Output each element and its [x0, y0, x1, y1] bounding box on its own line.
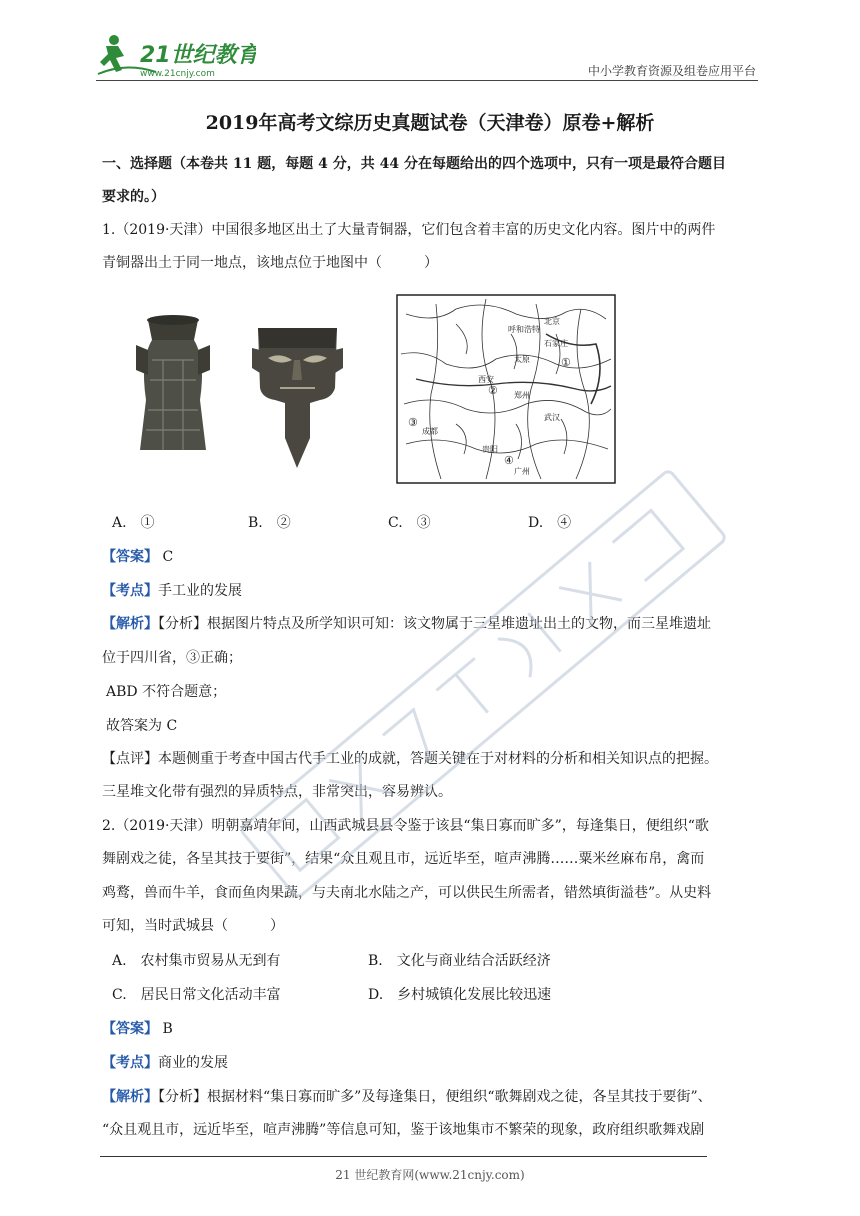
- bronze-vessel-image: [118, 300, 228, 470]
- bronze-mask-image: [250, 318, 345, 473]
- q1-comment-line2: 三星堆文化带有强烈的异质特点，非常突出，容易辨认。: [102, 784, 452, 800]
- point-tag: 【考点】: [102, 1055, 158, 1071]
- q1-stem-line2: 青铜器出土于同一地点，该地点位于地图中（ ）: [102, 255, 438, 271]
- runner-logo-icon: [96, 32, 256, 82]
- q1-analysis-line1: 【分析】根据图片特点及所学知识可知：该文物属于三星堆遗址出土的文物，而三星堆遗址: [158, 616, 711, 632]
- q2-option-b[interactable]: B. 文化与商业结合活跃经济: [368, 953, 551, 969]
- section-heading-line2: 要求的。）: [102, 189, 165, 205]
- q2-stem-line2: 舞剧戏之徒，各呈其技于要街”，结果“众且观且市，远近毕至，喧声沸腾……粟米丝麻布帛，禽而: [102, 851, 705, 867]
- map-label: 郑州: [514, 391, 530, 400]
- q2-stem-line1: 2.（2019·天津）明朝嘉靖年间，山西武城县县令鉴于该县“集日寡而旷多”，每逢集日，便组织“歌: [102, 818, 709, 834]
- q1-option-c[interactable]: C. ③: [388, 515, 431, 531]
- q1-option-a[interactable]: A. ①: [112, 515, 155, 531]
- platform-name: 中小学教育资源及组卷应用平台: [587, 64, 756, 78]
- map-marker-1: ①: [561, 356, 571, 369]
- q1-answer-row: [102, 546, 173, 566]
- q1-option-d[interactable]: D. ④: [528, 515, 572, 531]
- q1-option-b[interactable]: B. ②: [248, 515, 291, 531]
- q1-point-row: [102, 580, 242, 600]
- china-map: [396, 294, 616, 484]
- section-heading-line1: 一、选择题（本卷共 11 题，每题 4 分，共 44 分在每题给出的四个选项中，只有一项是最符合题目: [102, 156, 726, 172]
- q2-stem-line3: 鸡鹜，兽而牛羊，食而鱼肉果蔬，与夫南北水陆之产，可以供民生所需者，错然填街溢巷”。从史料: [102, 885, 712, 901]
- q2-option-c[interactable]: C. 居民日常文化活动丰富: [112, 987, 281, 1003]
- footer-divider: [100, 1156, 707, 1157]
- answer-tag: 【答案】: [102, 1021, 158, 1037]
- map-marker-2: ②: [488, 384, 498, 397]
- q2-analysis-line1: 【分析】根据材料“集日寡而旷多”及每逢集日，便组织“歌舞剧戏之徒，各呈其技于要街”、: [158, 1089, 712, 1105]
- footer-text[interactable]: 21 世纪教育网(www.21cnjy.com): [335, 1168, 525, 1182]
- q2-answer-row: [102, 1018, 173, 1038]
- q2-option-d[interactable]: D. 乡村城镇化发展比较迅速: [368, 987, 552, 1003]
- logo-url-text: www.21cnjy.com: [140, 69, 215, 79]
- map-label: 石家庄: [544, 339, 568, 348]
- q2-stem-line4: 可知，当时武城县（ ）: [102, 918, 284, 934]
- map-marker-4: ④: [504, 454, 514, 467]
- map-label: 呼和浩特: [508, 325, 540, 334]
- q1-point: 手工业的发展: [158, 583, 242, 599]
- analysis-tag: 【解析】: [102, 616, 158, 632]
- q2-point-row: [102, 1052, 228, 1072]
- map-label: 成都: [422, 427, 438, 436]
- q2-analysis-row: [102, 1086, 712, 1106]
- q2-analysis-line2: “众且观且市，远近毕至，喧声沸腾”等信息可知，鉴于该地集市不繁荣的现象，政府组织歌舞戏剧: [102, 1122, 705, 1138]
- logo-main-text: 21世纪教育: [140, 43, 256, 68]
- q2-option-a[interactable]: A. 农村集市贸易从无到有: [112, 953, 281, 969]
- q1-analysis-row: [102, 613, 711, 633]
- map-marker-3: ③: [408, 416, 418, 429]
- map-label: 太原: [514, 355, 530, 364]
- q1-stem-line1: 1.（2019·天津）中国很多地区出土了大量青铜器，它们包含着丰富的历史文化内容。图片中的两件: [102, 222, 716, 238]
- q2-point: 商业的发展: [158, 1055, 228, 1071]
- q2-answer: B: [158, 1021, 173, 1037]
- map-label: 贵阳: [482, 445, 498, 454]
- map-label: 广州: [514, 467, 530, 476]
- q1-answer: C: [158, 549, 174, 565]
- site-logo: [96, 32, 256, 82]
- q1-analysis-line3: ABD 不符合题意；: [106, 684, 227, 700]
- map-label: 西安: [478, 375, 494, 384]
- point-tag: 【考点】: [102, 583, 158, 599]
- map-label: 北京: [544, 317, 560, 326]
- analysis-tag: 【解析】: [102, 1089, 158, 1105]
- q1-comment-line1: 【点评】本题侧重于考查中国古代手工业的成就，答题关键在于对材料的分析和相关知识点的把握。: [102, 751, 718, 767]
- page-title: 2019年高考文综历史真题试卷（天津卷）原卷+解析: [205, 112, 655, 134]
- q1-analysis-line4: 故答案为 C: [106, 718, 178, 734]
- q1-analysis-line2: 位于四川省，③正确；: [102, 650, 242, 666]
- map-label: 武汉: [544, 413, 560, 422]
- answer-tag: 【答案】: [102, 549, 158, 565]
- header-divider: [96, 80, 758, 81]
